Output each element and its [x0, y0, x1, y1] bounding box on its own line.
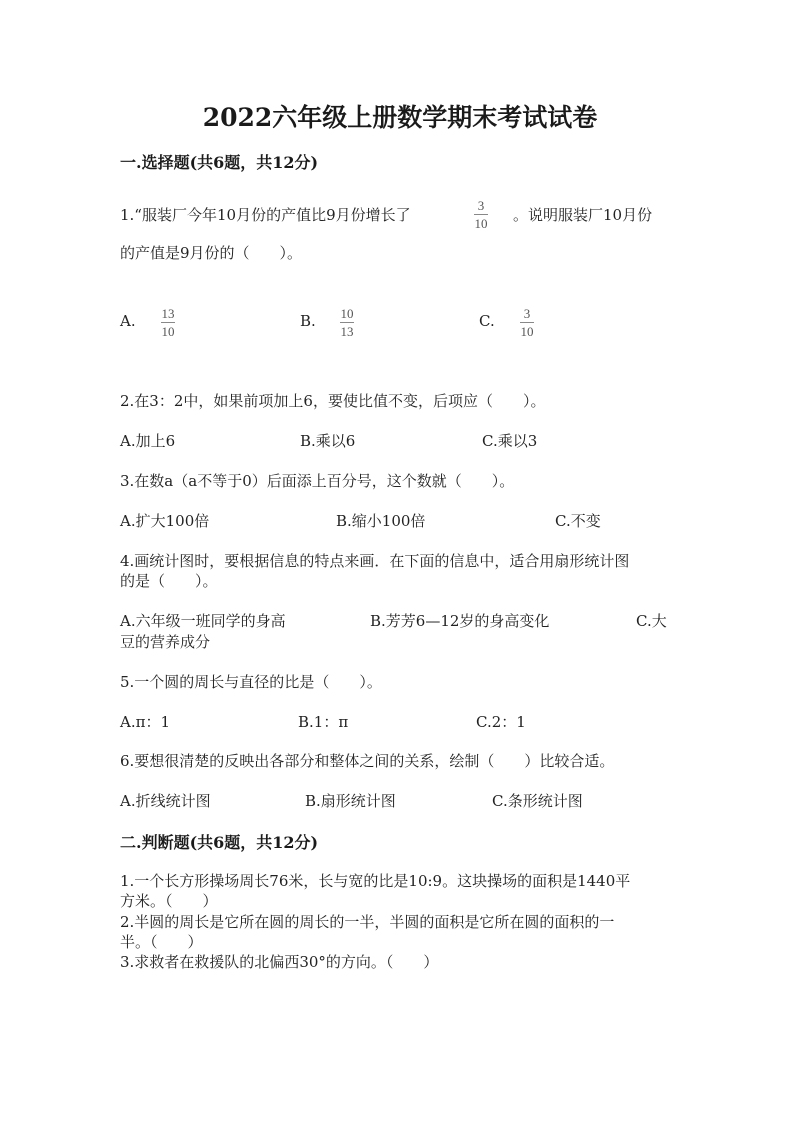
question-1-option-b-fraction: [340, 306, 354, 339]
question-4-option-c-part-1: C.大: [636, 612, 667, 630]
question-4-line-2: 的是（ ）。: [120, 572, 218, 590]
fraction-denominator: 10: [474, 216, 488, 231]
judgment-1-line-1: 1.一个长方形操场周长76米，长与宽的比是10:9。这块操场的面积是1440平: [120, 872, 631, 890]
question-1-text-b: 。说明服装厂10月份: [513, 206, 653, 224]
question-1-option-c-label: C.: [479, 312, 495, 330]
question-3-option-c: C.不变: [555, 512, 601, 530]
question-3-option-a: A.扩大100倍: [120, 512, 210, 530]
fraction-bar: [340, 322, 354, 323]
judgment-1-line-2: 方米。（ ）: [120, 892, 218, 910]
fraction-numerator: 13: [161, 306, 175, 321]
fraction-numerator: 3: [523, 306, 531, 321]
question-1-option-a-fraction: [161, 306, 175, 339]
question-1-option-a-label: A.: [120, 312, 136, 330]
question-4-option-c-part-2: 豆的营养成分: [120, 633, 211, 651]
question-4-line-1: 4.画统计图时，要根据信息的特点来画．在下面的信息中，适合用扇形统计图: [120, 552, 630, 570]
fraction-bar: [474, 214, 488, 215]
page-title: 2022六年级上册数学期末考试试卷: [202, 103, 598, 132]
fraction-bar: [161, 322, 175, 323]
fraction-numerator: 10: [340, 306, 354, 321]
question-2-text: 2.在3：2中，如果前项加上6，要使比值不变，后项应（ ）。: [120, 392, 546, 410]
question-6-option-a: A.折线统计图: [120, 792, 211, 810]
question-5-text: 5.一个圆的周长与直径的比是（ ）。: [120, 673, 382, 691]
question-1-option-b-label: B.: [300, 312, 316, 330]
fraction-denominator: 13: [340, 324, 354, 339]
section-2-heading: 二.判断题(共6题，共12分): [120, 833, 319, 852]
judgment-2-line-2: 半。（ ）: [120, 933, 203, 951]
question-1-option-c-fraction: [520, 306, 534, 339]
question-4-option-b: B.芳芳6—12岁的身高变化: [370, 612, 550, 630]
question-1-text-c: 的产值是9月份的（ ）。: [120, 244, 303, 262]
fraction-denominator: 10: [520, 324, 534, 339]
question-2-option-b: B.乘以6: [300, 432, 356, 450]
question-5-option-a: A.π：1: [120, 713, 171, 731]
question-6-option-b: B.扇形统计图: [305, 792, 396, 810]
question-6-option-c: C.条形统计图: [492, 792, 583, 810]
question-1-fraction: [474, 198, 488, 231]
judgment-3-text: 3.求救者在救援队的北偏西30°的方向。（ ）: [120, 953, 439, 971]
fraction-bar: [520, 322, 534, 323]
fraction-denominator: 10: [161, 324, 175, 339]
question-2-option-c: C.乘以3: [482, 432, 538, 450]
section-1-heading: 一.选择题(共6题，共12分): [120, 153, 319, 172]
fraction-numerator: 3: [477, 198, 485, 213]
question-2-option-a: A.加上6: [120, 432, 176, 450]
question-5-option-b: B.1：π: [298, 713, 349, 731]
question-1-text-a: 1.“服装厂今年10月份的产值比9月份增长了: [120, 206, 411, 224]
question-3-option-b: B.缩小100倍: [336, 512, 426, 530]
question-4-option-a: A.六年级一班同学的身高: [120, 612, 286, 630]
question-6-text: 6.要想很清楚的反映出各部分和整体之间的关系，绘制（ ）比较合适。: [120, 752, 615, 770]
judgment-2-line-1: 2.半圆的周长是它所在圆的周长的一半，半圆的面积是它所在圆的面积的一: [120, 913, 615, 931]
question-5-option-c: C.2：1: [476, 713, 526, 731]
question-3-text: 3.在数a（a不等于0）后面添上百分号，这个数就（ ）。: [120, 472, 515, 490]
